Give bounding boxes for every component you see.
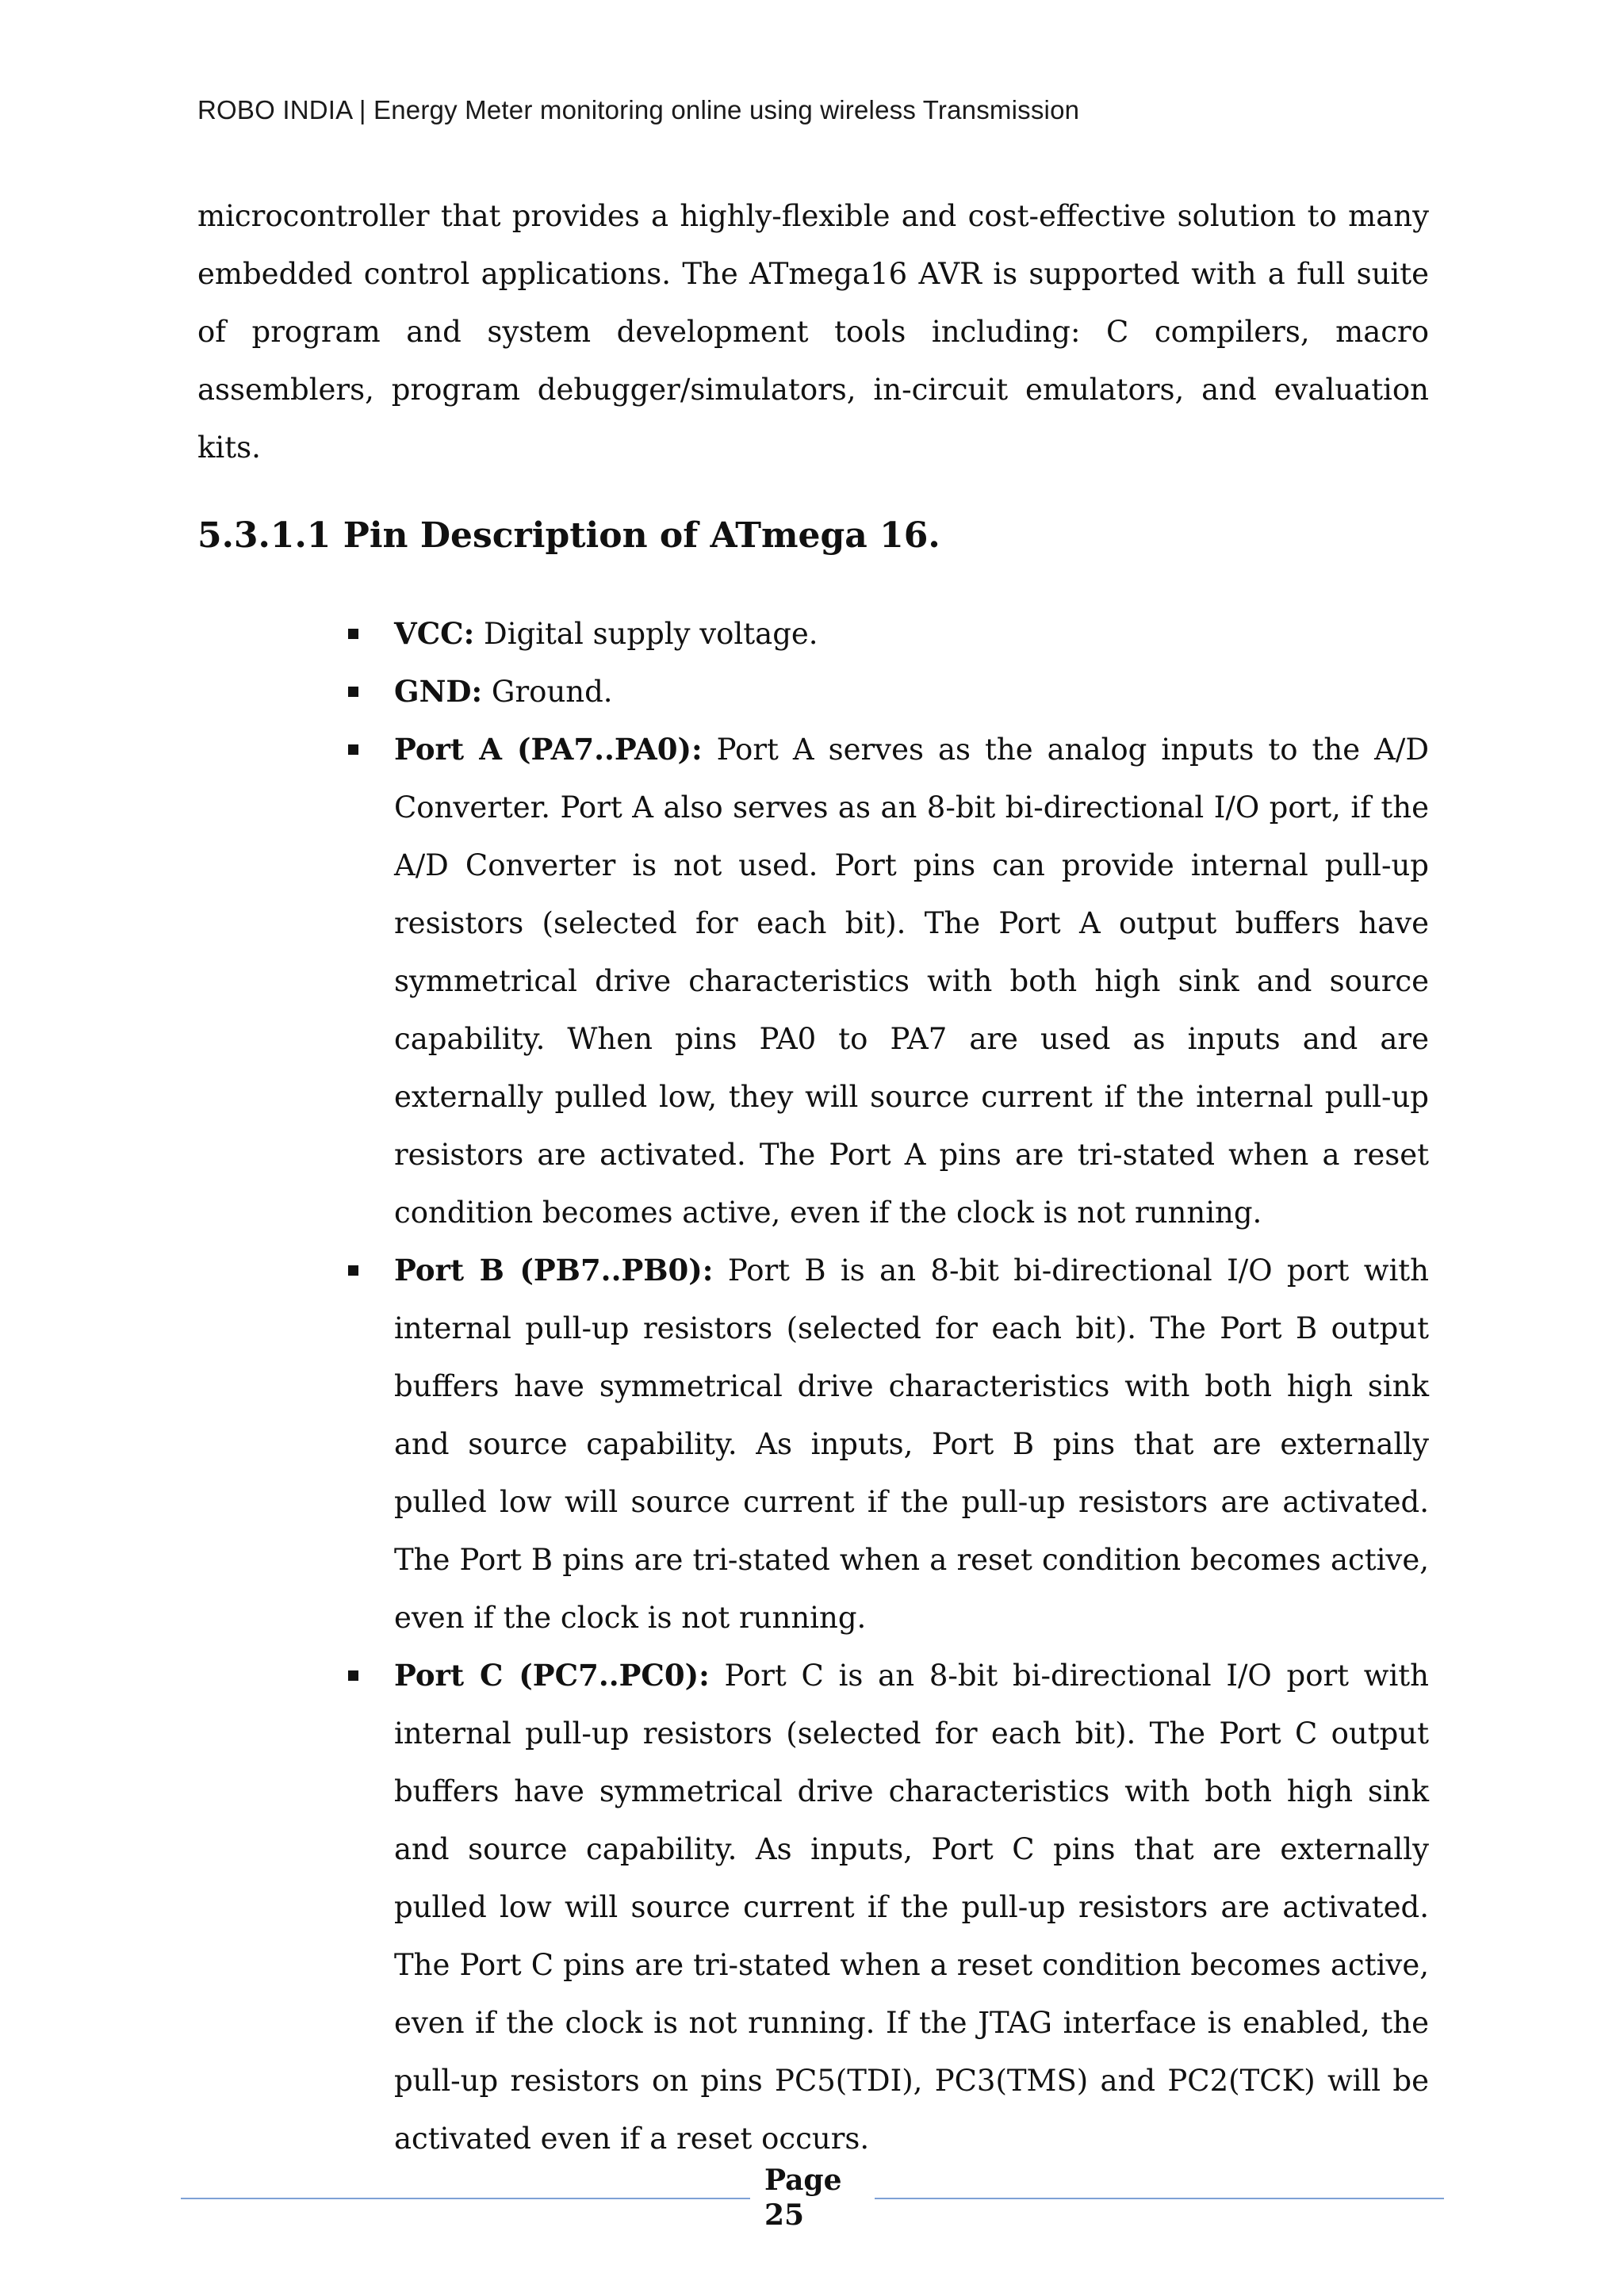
pin-description: Ground. — [482, 675, 613, 709]
list-item — [394, 1647, 1429, 2168]
page-content — [197, 187, 1429, 2168]
square-bullet-icon — [348, 744, 358, 755]
page-label: Page — [764, 2164, 842, 2197]
list-item — [394, 1242, 1429, 1647]
pin-description: Digital supply voltage. — [474, 617, 818, 651]
pin-term: Port A (PA7..PA0): — [394, 732, 703, 767]
list-item — [394, 721, 1429, 1242]
page-number: 25 — [764, 2198, 805, 2232]
pin-term: GND: — [394, 674, 483, 709]
pin-description: Port C is an 8-bit bi-directional I/O port with internal pull-up resistors (selected for each bit). The Port C output buffers have symmetrical drive characteristics with both high sink and source capability. As inputs, Port C pins that are externally pulled low will source current if the pull-up resistors are activated. The Port C pins are tri-stated when a reset condition becomes active, even if the clock is not running. If the JTAG interface is enabled, the pull-up resistors on pins PC5(TDI), PC3(TMS) and PC2(TCK) will be activated even if a reset occurs. — [394, 1659, 1429, 2156]
footer-rule-right — [875, 2198, 1444, 2199]
footer-rule-left — [181, 2198, 750, 2199]
intro-paragraph: microcontroller that provides a highly-flexible and cost-effective solution to many embedded control applications. The ATmega16 AVR is supported with a full suite of program and system development tools including: C compilers, macro assemblers, program debugger/simulators, in-circuit emulators, and evaluation kits. — [197, 199, 1429, 465]
pin-description: Port B is an 8-bit bi-directional I/O port with internal pull-up resistors (selected for each bit). The Port B output buffers have symmetrical drive characteristics with both high sink and source capability. As inputs, Port B pins that are externally pulled low will source current if the pull-up resistors are activated. The Port B pins are tri-stated when a reset condition becomes active, even if the clock is not running. — [394, 1253, 1429, 1635]
page-number-block — [764, 2163, 842, 2233]
pin-description-list — [197, 605, 1429, 2168]
page-header: ROBO INDIA | Energy Meter monitoring online using wireless Transmission — [197, 95, 1080, 124]
section-heading: 5.3.1.1 Pin Description of ATmega 16. — [197, 515, 940, 556]
list-item — [394, 605, 1429, 663]
pin-term: Port B (PB7..PB0): — [394, 1253, 714, 1288]
square-bullet-icon — [348, 687, 358, 697]
page-footer — [0, 2149, 1624, 2244]
square-bullet-icon — [348, 1670, 358, 1681]
square-bullet-icon — [348, 629, 358, 639]
pin-description: Port A serves as the analog inputs to the A/D Converter. Port A also serves as an 8-bit bi-directional I/O port, if the A/D Converter is not used. Port pins can provide internal pull-up resistors (selected for each bit). The Port A output buffers have symmetrical drive characteristics with both high sink and source capability. When pins PA0 to PA7 are used as inputs and are externally pulled low, they will source current if the internal pull-up resistors are activated. The Port A pins are tri-stated when a reset condition becomes active, even if the clock is not running. — [394, 733, 1429, 1230]
square-bullet-icon — [348, 1265, 358, 1276]
pin-term: Port C (PC7..PC0): — [394, 1658, 710, 1693]
list-item — [394, 663, 1429, 721]
pin-term: VCC: — [394, 616, 475, 651]
